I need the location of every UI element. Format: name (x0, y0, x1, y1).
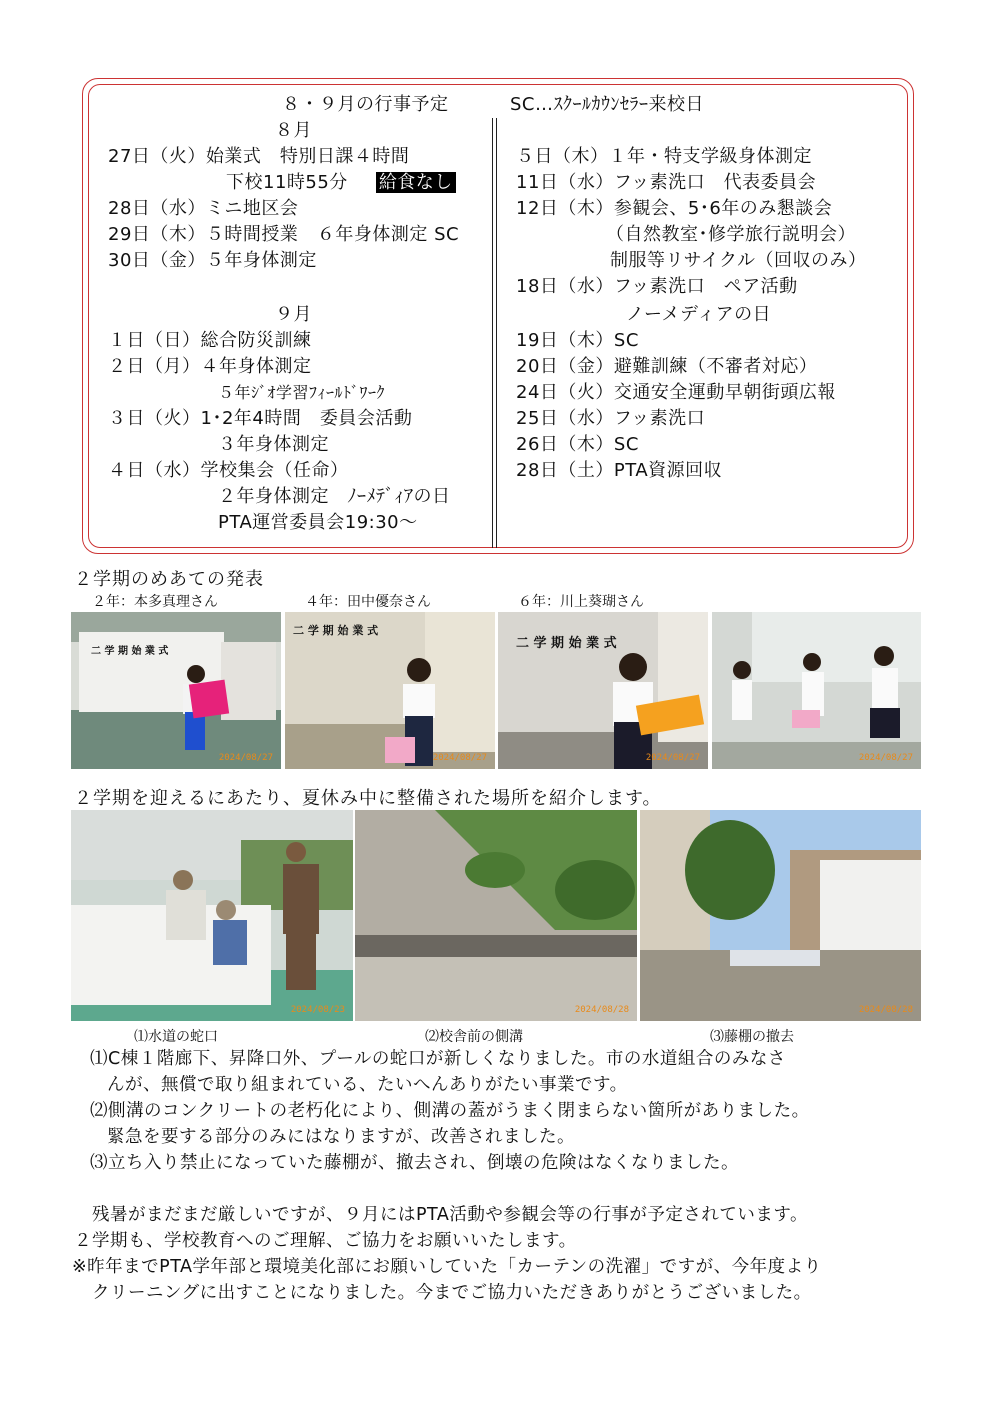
no-lunch-badge: 給食なし (376, 172, 456, 193)
schedule-line: 29日（木）５時間授業 ６年身体測定 SC (108, 224, 460, 245)
date-stamp: 2024/08/27 (645, 753, 700, 763)
closing-paragraph: 残暑がまだまだ厳しいですが、９月にはPTA活動や参観会等の行事が予定されています。 (92, 1205, 808, 1225)
facility-paragraph: ⑵側溝のコンクリートの老朽化により、側溝の蓋がうまく閉まらない箇所がありました。 (90, 1101, 810, 1121)
speech-photo-grade2 (71, 612, 281, 769)
schedule-line: （自然教室･修学旅行説明会） (606, 224, 856, 245)
schedule-line: 20日（金）避難訓練（不審者対応） (516, 356, 818, 377)
photo-caption: ６年：川上葵瑚さん (518, 594, 644, 610)
date-stamp: 2024/08/27 (858, 753, 913, 763)
facility-paragraph: ⑶立ち入り禁止になっていた藤棚が、撤去され、倒壊の危険はなくなりました。 (90, 1153, 740, 1173)
photo-caption: ⑴水道の蛇口 (134, 1029, 218, 1045)
schedule-divider (496, 118, 497, 548)
schedule-line: ３日（火）1･2年4時間 委員会活動 (108, 408, 413, 429)
trellis-photo (640, 810, 921, 1021)
schedule-line (226, 170, 456, 196)
schedule-line-text: 下校11時55分 (226, 172, 348, 193)
september-heading: ９月 (275, 304, 312, 325)
speech-photo-group-image (712, 612, 921, 769)
schedule-line: ノーメディアの日 (626, 304, 772, 325)
schedule-divider (492, 118, 493, 548)
schedule-line: ２日（月）４年身体測定 (108, 356, 312, 377)
schedule-line: 28日（土）PTA資源回収 (516, 460, 723, 481)
faucet-photo (71, 810, 353, 1021)
photo-caption: ⑶藤棚の撤去 (710, 1029, 794, 1045)
schedule-line: 制服等リサイクル（回収のみ） (610, 250, 867, 271)
closing-paragraph: ２学期も、学校教育へのご理解、ご協力をお願いいたします。 (74, 1231, 577, 1251)
schedule-line: 11日（水）フッ素洗口 代表委員会 (516, 172, 817, 193)
schedule-line: 27日（火）始業式 特別日課４時間 (108, 146, 410, 167)
schedule-line: 12日（木）参観会、5･6年のみ懇談会 (516, 198, 833, 219)
ceremony-sign: 二 学 期 始 業 式 (516, 636, 617, 651)
photo-caption: ⑵校舎前の側溝 (425, 1029, 523, 1045)
schedule-line: ５日（木）１年・特支学級身体測定 (516, 146, 812, 167)
schedule-line: 25日（水）フッ素洗口 (516, 408, 706, 429)
trellis-photo-image (640, 810, 921, 1021)
date-stamp: 2024/08/28 (574, 1005, 629, 1015)
facility-paragraph: んが、無償で取り組まれている、たいへんありがたい事業です。 (107, 1075, 628, 1095)
faucet-photo-image (71, 810, 353, 1021)
schedule-line: 18日（水）フッ素洗口 ペア活動 (516, 276, 798, 297)
closing-paragraph: クリーニングに出すことになりました。今までご協力いただきありがとうございました。 (92, 1283, 812, 1303)
schedule-line: 26日（木）SC (516, 434, 639, 455)
ceremony-sign: 二 学 期 始 業 式 (293, 624, 379, 637)
facility-paragraph: ⑴C棟１階廊下、昇降口外、プールの蛇口が新しくなりました。市の水道組合のみなさ (90, 1049, 786, 1069)
schedule-line: 24日（火）交通安全運動早朝街頭広報 (516, 382, 836, 403)
date-stamp: 2024/08/23 (290, 1005, 345, 1015)
gutter-photo-image (355, 810, 637, 1021)
schedule-line: ４日（水）学校集会（任命） (108, 460, 349, 481)
closing-paragraph: ※昨年までPTA学年部と環境美化部にお願いしていた「カーテンの洗濯」ですが、今年度より (72, 1257, 822, 1277)
schedule-line: 19日（木）SC (516, 330, 639, 351)
schedule-line: PTA運営委員会19:30～ (218, 512, 418, 533)
goals-heading: ２学期のめあての発表 (74, 569, 264, 590)
sc-note: SC…ｽｸｰﾙｶｳﾝｾﾗｰ来校日 (510, 94, 704, 115)
schedule-title: ８・９月の行事予定 (282, 94, 449, 115)
schedule-line: ５年ｼﾞｵ学習ﾌｨｰﾙﾄﾞﾜｰｸ (218, 383, 386, 402)
august-heading: ８月 (275, 120, 312, 141)
photo-caption: ４年：田中優奈さん (305, 594, 431, 610)
speech-photo-grade4 (285, 612, 495, 769)
date-stamp: 2024/08/27 (218, 753, 273, 763)
schedule-line: ２年身体測定 ﾉｰﾒﾃﾞｨｱの日 (218, 486, 451, 507)
facilities-heading: ２学期を迎えるにあたり、夏休み中に整備された場所を紹介します。 (74, 788, 662, 809)
facility-paragraph: 緊急を要する部分のみにはなりますが、改善されました。 (107, 1127, 575, 1147)
schedule-line: 28日（水）ミニ地区会 (108, 198, 299, 219)
ceremony-sign: 二 学 期 始 業 式 (91, 646, 169, 657)
date-stamp: 2024/08/27 (432, 753, 487, 763)
schedule-line: １日（日）総合防災訓練 (108, 330, 312, 351)
schedule-line: 30日（金）５年身体測定 (108, 250, 317, 271)
speech-photo-grade6 (498, 612, 708, 769)
photo-caption: ２年：本多真理さん (92, 594, 218, 610)
schedule-line: ３年身体測定 (218, 434, 329, 455)
speech-photo-grade2-image (71, 612, 281, 769)
gutter-photo (355, 810, 637, 1021)
speech-photo-group (712, 612, 921, 769)
date-stamp: 2024/08/28 (858, 1005, 913, 1015)
